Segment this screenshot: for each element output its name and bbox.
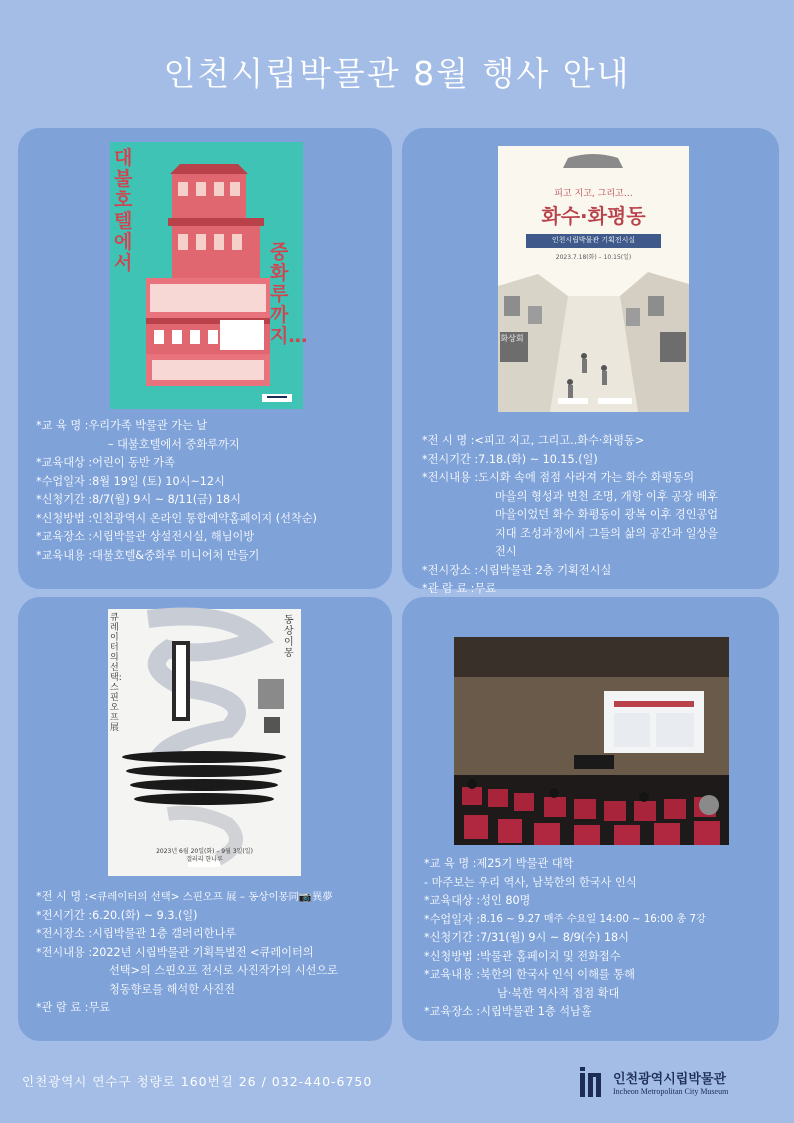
info-row: *전시기간 : 7.18.(화) ~ 10.15.(일) <box>422 452 598 466</box>
info-row: *교육대상 : 어린이 동반 가족 <box>36 456 175 469</box>
info-row: 마을이었던 화수 화평동이 광복 이후 경인공업 <box>495 508 719 521</box>
info-row: - 마주보는 우리 역사, 남북한의 한국사 인식 <box>424 875 637 889</box>
museum-logo-english: Incheon Metropolitan City Museum <box>613 1087 729 1096</box>
info-row: *전시장소 : 시립박물관 2층 기획전시실 <box>422 563 612 577</box>
info-row: *교육내용 : 북한의 한국사 인식 이해를 통해 <box>424 968 635 981</box>
info-row: *수업일자 : 8.16 ~ 9.27 매주 수요일 14:00 ~ 16:00 총 7강 <box>424 912 706 926</box>
poster-dates: 2023년 6월 20일(화) – 9월 3일(일) <box>156 848 253 855</box>
info-row: *신청방법 : 인천광역시 온라인 통합예약홈페이지 (선착순) <box>36 511 317 525</box>
info-row: *교 육 명 : 우리가족 박물관 가는 날 <box>36 419 208 432</box>
museum-logo-icon <box>580 1067 606 1097</box>
event-card-hwasu-exhibition <box>402 128 779 595</box>
info-row: *신청기간 : 8/7(월) 9시 ~ 8/11(금) 18시 <box>36 493 241 506</box>
event-info-list <box>422 432 718 599</box>
info-row: 청동향로를 해석한 사진전 <box>109 982 235 996</box>
event-card-family-program <box>18 128 392 589</box>
poster-dates: 2023.7.18(화) – 10.15(일) <box>555 254 632 261</box>
info-row: *관 람 료 : 무료 <box>36 1001 111 1014</box>
info-row: *관 람 료 : 무료 <box>422 582 497 595</box>
smoke-illustration <box>108 609 301 876</box>
museum-logo-name: 인천광역시립박물관 <box>613 1072 727 1087</box>
info-row: *전시내용 : 2022년 시립박물관 기획특별전 <큐레이터의 <box>36 945 314 959</box>
info-row: *전 시 명 : <피고 지고, 그리고..화수·화평동> <box>422 434 645 447</box>
info-row: *신청방법 : 박물관 홈페이지 및 전화접수 <box>424 949 621 963</box>
info-row: 선택>의 스핀오프 전시로 사진작가의 시선으로 <box>109 964 338 977</box>
lecture-hall-photo <box>454 637 729 845</box>
poster-hwasu-hwapyeong <box>498 146 689 412</box>
poster-curators-choice <box>108 609 301 876</box>
info-row: *전시기간 : 6.20.(화) ~ 9.3.(일) <box>36 908 198 922</box>
info-row: *전시장소 : 시립박물관 1층 갤러리한나루 <box>36 927 237 940</box>
poster-title-left: 대불호텔에서 <box>114 147 133 274</box>
info-row: *교육대상 : 성인 80명 <box>424 894 531 907</box>
poster-sign: 화상회 <box>500 334 524 343</box>
event-info-list <box>36 417 317 565</box>
museum-logo <box>580 1065 770 1105</box>
info-row: – 대불호텔에서 중화루까지 <box>108 437 240 451</box>
poster-vertical-right: 동상이몽 <box>284 615 294 659</box>
poster-vertical-left: 큐레이터의 선택: 스핀오프 展 <box>110 613 122 733</box>
info-row: *수업일자 : 8월 19일 (토) 10시~12시 <box>36 474 225 488</box>
footer-address: 인천광역시 연수구 청량로 160번길 26 / 032-440-6750 <box>22 1074 373 1089</box>
lecture-hall-illustration <box>454 637 729 845</box>
info-row: 지대 조성과정에서 그들의 삶의 공간과 일상을 <box>495 526 719 540</box>
poster-place: 갤러리 한나루 <box>186 856 223 863</box>
poster-main-title: 화수·화평동 <box>541 204 646 228</box>
poster-title-right: 중화루까지… <box>270 241 308 347</box>
poster-subtitle: 피고 지고, 그리고… <box>554 189 633 199</box>
info-row: *교육장소 : 시립박물관 상설전시실, 해님이방 <box>36 530 255 543</box>
info-row: *전 시 명 : <큐레이터의 선택> 스핀오프 展 – 동상이몽同📷異夢 <box>36 890 333 903</box>
event-card-museum-college <box>402 597 779 1041</box>
poster-daebul-hotel <box>110 142 308 409</box>
info-row: *교육내용 : 대불호텔&중화루 미니어처 만들기 <box>36 548 260 562</box>
info-row: 남·북한 역사적 접점 확대 <box>497 986 620 1000</box>
page-title: 인천시립박물관 8월 행사 안내 <box>163 54 631 93</box>
poster-band: 인천시립박물관 기획전시실 <box>551 236 636 244</box>
info-row: *신청기간 : 7/31(월) 9시 ~ 8/9(수) 18시 <box>424 931 629 944</box>
info-row: 마을의 형성과 변천 조명, 개항 이후 공장 배후 <box>495 489 718 503</box>
info-row: *교육장소 : 시립박물관 1층 석남홀 <box>424 1005 592 1018</box>
event-info-list <box>36 888 338 1018</box>
info-row: *교 육 명 : 제25기 박물관 대학 <box>424 857 574 870</box>
event-card-spinoff-exhibition <box>18 597 392 1041</box>
info-row: 전시 <box>495 545 517 558</box>
info-row: *전시내용 : 도시화 속에 점점 사라져 가는 화수 화평동의 <box>422 471 695 484</box>
event-info-list <box>424 855 706 1022</box>
